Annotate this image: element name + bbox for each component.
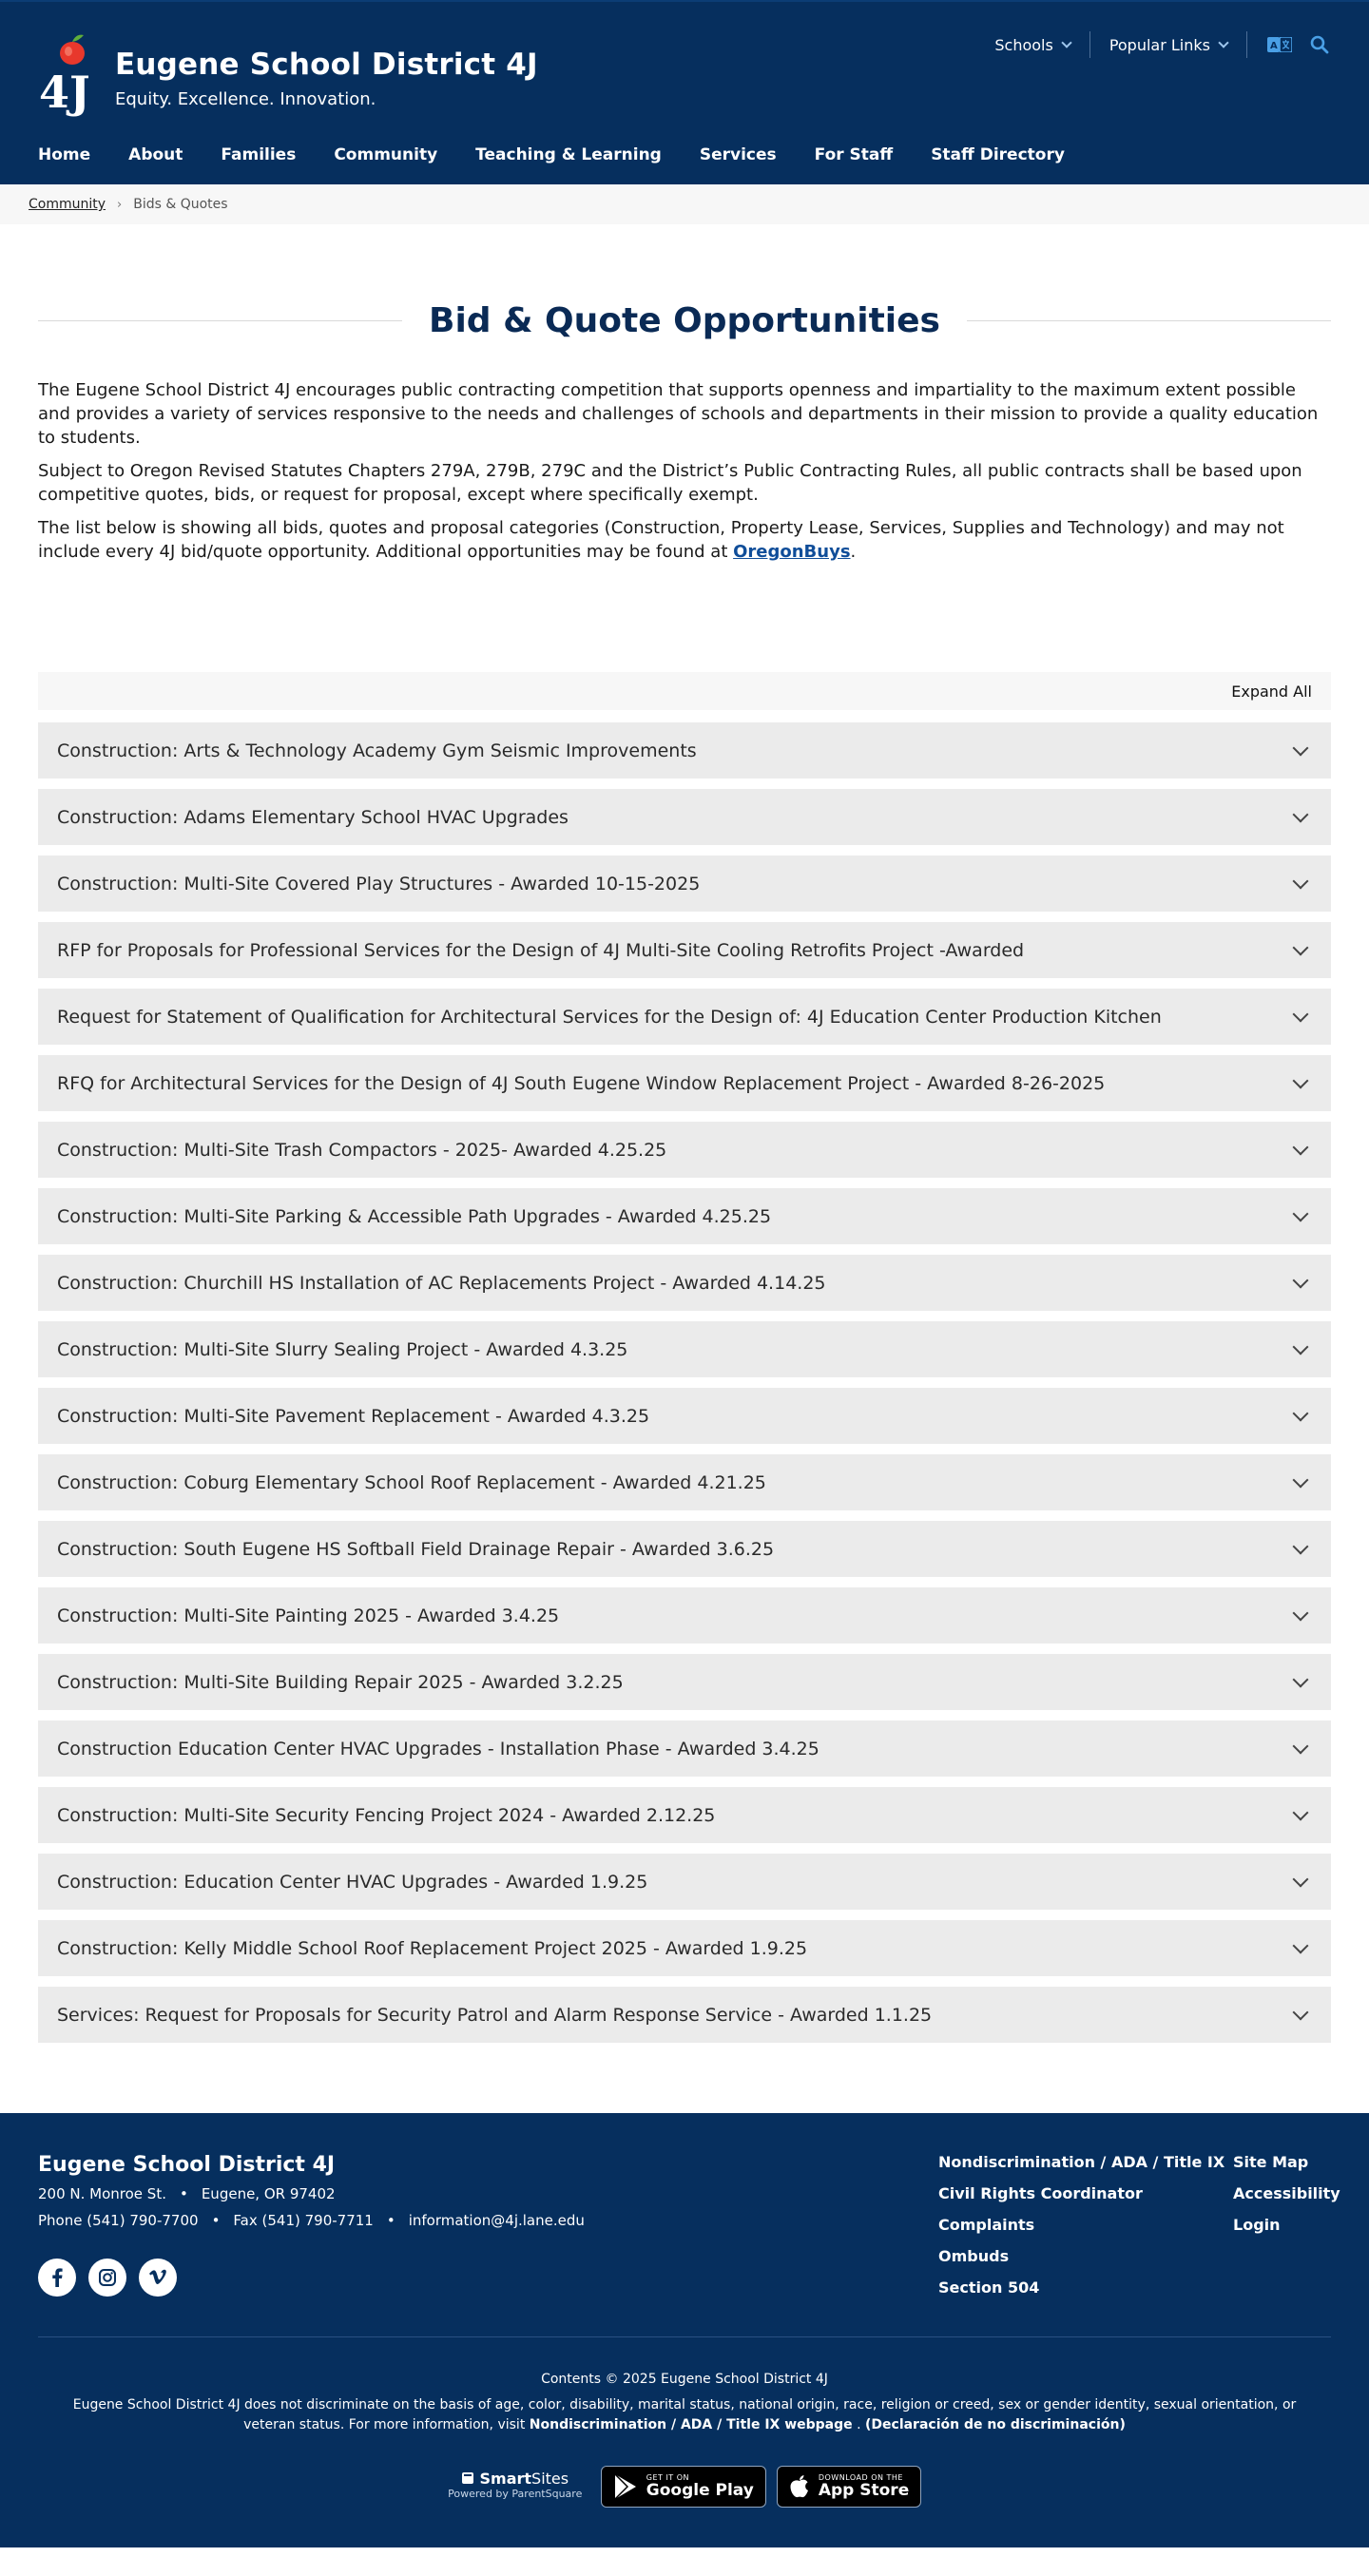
- accordion-item-title: Construction: Coburg Elementary School Roof Replacement - Awarded 4.21.25: [57, 1471, 766, 1493]
- chevron-down-icon: [1293, 1538, 1309, 1554]
- accordion-item-title: Construction: Arts & Technology Academy Gym Seismic Improvements: [57, 740, 697, 761]
- smartsites-badge[interactable]: [448, 2471, 583, 2502]
- instagram-icon: [98, 2268, 117, 2287]
- chevron-down-icon: [1293, 1006, 1309, 1022]
- accordion-item-title: Construction: Education Center HVAC Upgrades - Awarded 1.9.25: [57, 1871, 648, 1893]
- separator-dot: •: [386, 2212, 395, 2229]
- footer-link-login[interactable]: Login: [1233, 2216, 1281, 2234]
- translate-button[interactable]: [1266, 37, 1293, 52]
- search-icon: [1310, 35, 1329, 54]
- footer-contact-block: [38, 2153, 585, 2297]
- accordion-item[interactable]: [38, 1854, 1331, 1910]
- chevron-down-icon: [1061, 37, 1071, 48]
- apple-icon: [789, 2474, 810, 2499]
- accordion-item[interactable]: [38, 1521, 1331, 1577]
- site-footer: [0, 2113, 1369, 2547]
- svg-text:A: A: [1270, 41, 1278, 51]
- accordion-item-title: Request for Statement of Qualification for Architectural Services for the Design of: 4J Education Center Production Kitchen: [57, 1006, 1162, 1028]
- google-play-big: Google Play: [646, 2481, 754, 2500]
- notice-link[interactable]: Nondiscrimination / ADA / Title IX webpage: [529, 2417, 853, 2432]
- site-header: [0, 0, 1369, 184]
- separator-dot: •: [179, 2185, 188, 2202]
- notice-text: Eugene School District 4J does not discriminate on the basis of age, color, disability, marital status, national origin, race, religion or creed, sex or gender identity, sexual orientation, or veteran status. For more information, visit: [72, 2397, 1297, 2432]
- accordion-item-title: RFQ for Architectural Services for the Design of 4J South Eugene Window Replacement Project - Awarded 8-26-2025: [57, 1072, 1106, 1094]
- intro-paragraph-2: Subject to Oregon Revised Statutes Chapters 279A, 279B, 279C and the District’s Public Contracting Rules, all public contracts shall be based upon competitive quotes, bids, or request for proposal, except where specifically exempt.: [38, 461, 1302, 505]
- site-title[interactable]: Eugene School District 4J: [115, 48, 538, 82]
- accordion-item[interactable]: [38, 789, 1331, 845]
- accordion-item[interactable]: [38, 1188, 1331, 1244]
- accordion-item[interactable]: [38, 1587, 1331, 1644]
- accordion-item[interactable]: [38, 722, 1331, 779]
- smartsites-brand: Smart: [479, 2470, 532, 2488]
- chevron-down-icon: [1293, 1205, 1309, 1221]
- nav-services[interactable]: Services: [699, 145, 777, 164]
- logo-text: 4J: [39, 67, 90, 118]
- footer-email[interactable]: information@4j.lane.edu: [408, 2212, 585, 2229]
- schools-label: Schools: [994, 35, 1053, 54]
- google-play-small: GET IT ON: [646, 2473, 690, 2482]
- accordion-item-title: Construction: Kelly Middle School Roof Replacement Project 2025 - Awarded 1.9.25: [57, 1937, 808, 1959]
- facebook-icon: [50, 2268, 64, 2287]
- instagram-link[interactable]: [88, 2259, 126, 2297]
- accordion-item[interactable]: [38, 1055, 1331, 1111]
- chevron-down-icon: [1293, 1738, 1309, 1754]
- brand-block: [115, 48, 538, 109]
- page-title: Bid & Quote Opportunities: [402, 301, 967, 340]
- accordion-item-title: Construction: Multi-Site Painting 2025 - Awarded 3.4.25: [57, 1605, 560, 1626]
- accordion-item-title: Construction: South Eugene HS Softball Field Drainage Repair - Awarded 3.6.25: [57, 1538, 775, 1560]
- accordion-toolbar: [38, 672, 1331, 710]
- chevron-down-icon: [1293, 873, 1309, 889]
- schools-dropdown[interactable]: [975, 36, 1089, 54]
- footer-badges: [0, 2466, 1369, 2508]
- social-links: [38, 2259, 585, 2297]
- nav-families[interactable]: Families: [221, 145, 297, 164]
- chevron-down-icon: [1293, 1272, 1309, 1288]
- accordion-item-title: Construction: Multi-Site Building Repair 2025 - Awarded 3.2.25: [57, 1671, 624, 1693]
- district-logo[interactable]: [36, 31, 91, 126]
- footer-contact-line: [38, 2212, 585, 2229]
- accordion-item-title: Construction: Multi-Site Pavement Replacement - Awarded 4.3.25: [57, 1405, 650, 1427]
- footer-link-site-map[interactable]: Site Map: [1233, 2153, 1309, 2171]
- intro-text: [38, 378, 1331, 564]
- accordion-item-title: RFP for Proposals for Professional Services for the Design of 4J Multi-Site Cooling Retrofits Project -Awarded: [57, 939, 1025, 961]
- nav-for-staff[interactable]: For Staff: [814, 145, 894, 164]
- footer-fax: Fax (541) 790-7711: [233, 2212, 374, 2229]
- vimeo-icon: [148, 2269, 167, 2286]
- app-store-badge[interactable]: [777, 2466, 921, 2508]
- utility-bar: [975, 31, 1333, 58]
- accordion-item[interactable]: [38, 989, 1331, 1045]
- intro-paragraph-3: [38, 516, 1331, 564]
- apple-logo-icon: [36, 31, 91, 126]
- separator-dot: •: [211, 2212, 221, 2229]
- accordion-item[interactable]: [38, 1987, 1331, 2043]
- nav-staff-directory[interactable]: Staff Directory: [931, 145, 1065, 164]
- accordion-item[interactable]: [38, 1388, 1331, 1444]
- accordion-item[interactable]: [38, 1454, 1331, 1510]
- footer-link-section-504[interactable]: Section 504: [938, 2278, 1040, 2297]
- main-navigation: [38, 145, 1103, 164]
- intro-paragraph-3-text: The list below is showing all bids, quotes and proposal categories (Construction, Property Lease, Services, Supplies and Technology) and may not include every 4J bid/quote opportunity. Additional opportunities may be found at: [38, 518, 1284, 562]
- smartsites-suffix: Sites: [531, 2470, 569, 2488]
- intro-paragraph-1: The Eugene School District 4J encourages public contracting competition that supports openness and impartiality to the maximum extent possible and provides a variety of services responsive to the needs and challenges of schools and departments in their mission to provide a quality education to students.: [38, 380, 1319, 448]
- footer-street: 200 N. Monroe St.: [38, 2185, 166, 2202]
- accordion-item-title: Construction: Multi-Site Slurry Sealing Project - Awarded 4.3.25: [57, 1338, 628, 1360]
- accordion-item-title: Construction: Multi-Site Security Fencing Project 2024 - Awarded 2.12.25: [57, 1804, 716, 1826]
- accordion-item[interactable]: [38, 922, 1331, 978]
- smartsites-wordmark: [448, 2471, 583, 2487]
- accordion-item-title: Construction: Churchill HS Installation of AC Replacements Project - Awarded 4.14.25: [57, 1272, 826, 1294]
- nav-community[interactable]: Community: [334, 145, 438, 164]
- nav-teaching-learning[interactable]: Teaching & Learning: [475, 145, 662, 164]
- chevron-down-icon: [1293, 2004, 1309, 2020]
- chevron-down-icon: [1293, 1405, 1309, 1421]
- accordion-list: [38, 722, 1331, 2043]
- expand-all-button[interactable]: Expand All: [1231, 682, 1312, 701]
- notice-separator: .: [852, 2417, 865, 2432]
- app-store-small: DOWNLOAD ON THE: [818, 2473, 903, 2482]
- accordion-item[interactable]: [38, 1321, 1331, 1377]
- translate-icon: [1267, 37, 1292, 52]
- page-title-block: [38, 298, 1331, 342]
- accordion-item-title: Construction: Multi-Site Parking & Accessible Path Upgrades - Awarded 4.25.25: [57, 1205, 772, 1227]
- nav-about[interactable]: About: [128, 145, 183, 164]
- chevron-down-icon: [1293, 939, 1309, 955]
- accordion-item-title: Construction: Multi-Site Covered Play Structures - Awarded 10-15-2025: [57, 873, 701, 894]
- app-store-big: App Store: [818, 2481, 910, 2500]
- accordion-item-title: Construction Education Center HVAC Upgrades - Installation Phase - Awarded 3.4.25: [57, 1738, 819, 1759]
- app-store-text: [819, 2473, 909, 2500]
- breadcrumb: [0, 184, 1369, 224]
- footer-link-complaints[interactable]: Complaints: [938, 2216, 1035, 2234]
- breadcrumb-parent-link[interactable]: Community: [29, 197, 106, 212]
- footer-district-name: Eugene School District 4J: [38, 2153, 336, 2177]
- footer-link-nondiscrimination[interactable]: Nondiscrimination / ADA / Title IX: [938, 2153, 1225, 2171]
- accordion-item[interactable]: [38, 1787, 1331, 1843]
- chevron-down-icon: [1293, 1072, 1309, 1088]
- intro-paragraph-3-end: .: [850, 542, 857, 562]
- popular-links-dropdown[interactable]: [1090, 36, 1246, 54]
- chevron-down-icon: [1218, 37, 1228, 48]
- google-play-text: [646, 2473, 754, 2500]
- popular-links-label: Popular Links: [1109, 35, 1210, 54]
- chevron-down-icon: [1293, 1937, 1309, 1953]
- accordion-item[interactable]: [38, 1920, 1331, 1976]
- chevron-down-icon: [1293, 1871, 1309, 1887]
- breadcrumb-current: Bids & Quotes: [133, 197, 228, 212]
- chevron-down-icon: [1293, 1338, 1309, 1355]
- footer-city: Eugene, OR 97402: [201, 2185, 336, 2202]
- accordion-item[interactable]: [38, 1654, 1331, 1710]
- smartsites-powered-by: Powered by ParentSquare: [448, 2488, 583, 2500]
- smartsites-icon: [461, 2471, 474, 2485]
- chevron-down-icon: [1293, 1471, 1309, 1488]
- footer-link-ombuds[interactable]: Ombuds: [938, 2247, 1010, 2265]
- vimeo-link[interactable]: [139, 2259, 177, 2297]
- google-play-icon: [613, 2473, 638, 2500]
- chevron-down-icon: [1293, 1139, 1309, 1155]
- accordion-item[interactable]: [38, 1122, 1331, 1178]
- footer-link-accessibility[interactable]: Accessibility: [1233, 2184, 1340, 2202]
- accordion-item[interactable]: [38, 1721, 1331, 1777]
- notice-link-spanish[interactable]: (Declaración de no discriminación): [865, 2417, 1126, 2432]
- accordion-item[interactable]: [38, 1255, 1331, 1311]
- chevron-down-icon: [1293, 740, 1309, 756]
- chevron-right-icon: ›: [117, 197, 123, 212]
- footer-links-secondary: [1233, 2154, 1340, 2248]
- footer-links-primary: [938, 2154, 1224, 2311]
- site-tagline: Equity. Excellence. Innovation.: [115, 89, 376, 109]
- accordion-item[interactable]: [38, 855, 1331, 912]
- footer-nondiscrimination-notice: [48, 2395, 1321, 2435]
- chevron-down-icon: [1293, 806, 1309, 822]
- footer-phone[interactable]: Phone (541) 790-7700: [38, 2212, 199, 2229]
- footer-link-civil-rights[interactable]: Civil Rights Coordinator: [938, 2184, 1143, 2202]
- google-play-badge[interactable]: [601, 2466, 766, 2508]
- header-top-rule: [0, 0, 1369, 2]
- accordion-item-title: Construction: Multi-Site Trash Compactors - 2025- Awarded 4.25.25: [57, 1139, 667, 1161]
- footer-address: [38, 2185, 585, 2202]
- footer-divider: [38, 2336, 1331, 2337]
- nav-home[interactable]: Home: [38, 145, 91, 164]
- facebook-link[interactable]: [38, 2259, 76, 2297]
- chevron-down-icon: [1293, 1804, 1309, 1820]
- chevron-down-icon: [1293, 1671, 1309, 1687]
- utility-divider: [1246, 31, 1247, 58]
- search-button[interactable]: [1306, 35, 1333, 54]
- oregonbuys-link[interactable]: OregonBuys: [733, 542, 851, 562]
- accordion-item-title: Construction: Adams Elementary School HVAC Upgrades: [57, 806, 569, 828]
- footer-copyright: Contents © 2025 Eugene School District 4J: [541, 2372, 828, 2387]
- main-content: [0, 298, 1369, 2043]
- accordion-item-title: Services: Request for Proposals for Security Patrol and Alarm Response Service - Awarded 1.1.25: [57, 2004, 933, 2026]
- chevron-down-icon: [1293, 1605, 1309, 1621]
